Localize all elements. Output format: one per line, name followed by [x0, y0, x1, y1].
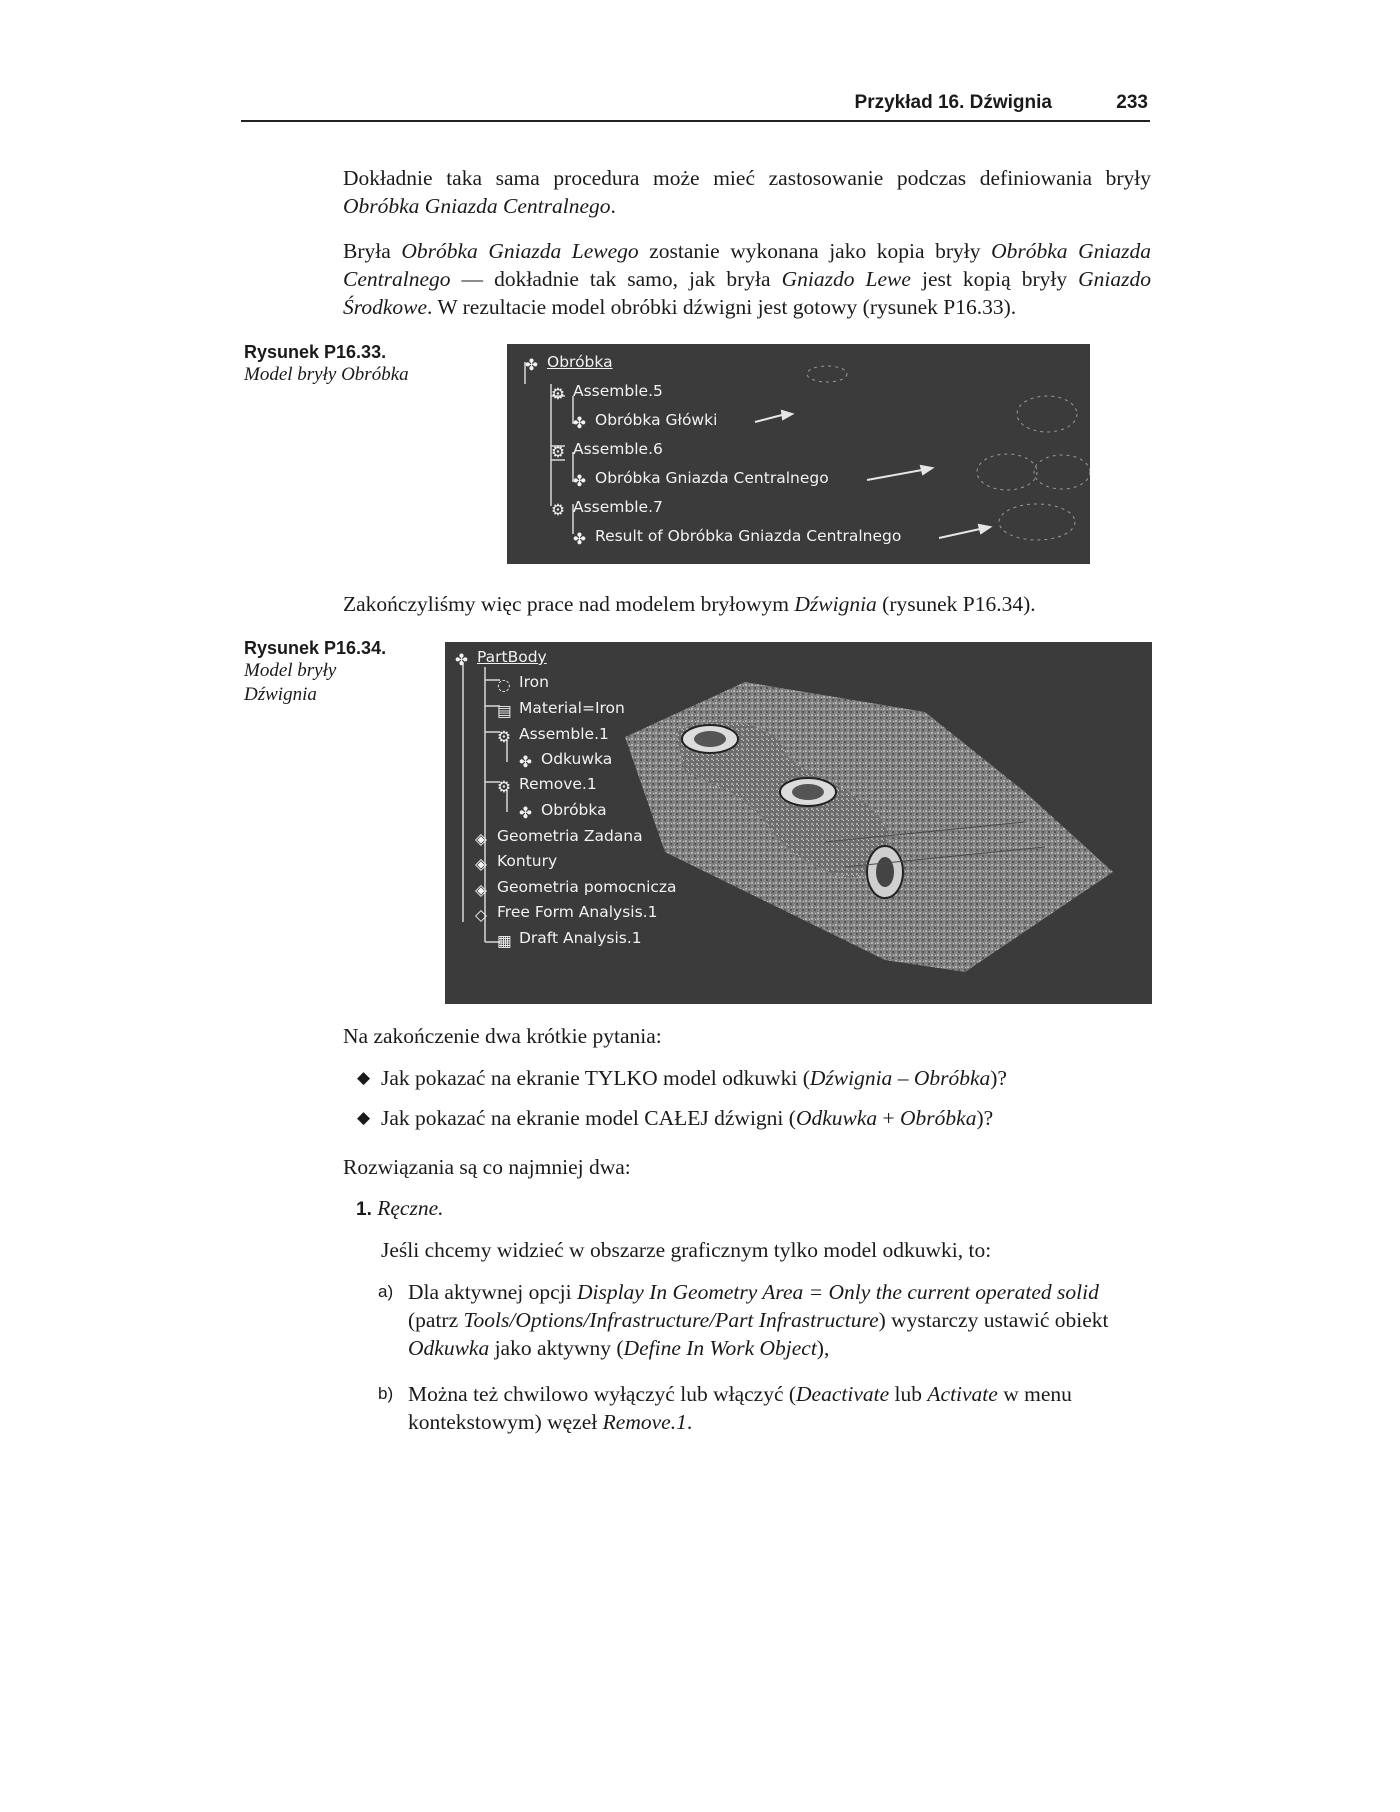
paragraph-5: Rozwiązania są co najmniej dwa:: [343, 1155, 631, 1179]
model-render: [445, 642, 1152, 1004]
header-title: Przykład 16. Dźwignia: [854, 92, 1052, 113]
remove-icon: ⚙: [497, 778, 511, 796]
running-header: [241, 90, 1150, 122]
sub-item-a: a) Dla aktywnej opcji Display In Geometry Area = Only the current operated solid (patrz Tools/Options/Infrastructure/Part Infrastructure) wystarczy ustawić obiekt Odkuwka jako aktywny (Define In Work Object),: [378, 1280, 1109, 1360]
geometrical-set-icon: ◈: [475, 830, 487, 848]
figure-p16-34-model: [445, 642, 1152, 1004]
assemble-icon: ⚙: [551, 501, 565, 519]
tree-node-free-form-analysis[interactable]: ◇ Free Form Analysis.1: [475, 903, 658, 924]
body-icon: ✤: [573, 530, 586, 548]
figure-label: Rysunek P16.33.: [244, 342, 387, 362]
assemble-icon: ⚙: [551, 385, 565, 403]
paragraph-4: Na zakończenie dwa krótkie pytania:: [343, 1024, 662, 1048]
tree-node-material[interactable]: ▤ Material=Iron: [497, 699, 625, 720]
tree-node-geometria-pomocnicza[interactable]: ◈ Geometria pomocnicza: [475, 878, 677, 899]
sub-item-b: b) Można też chwilowo wyłączyć lub włączyć (Deactivate lub Activate w menu kontekstowym) węzeł Remove.1.: [378, 1382, 1072, 1434]
tree-node-iron[interactable]: ◌ Iron: [497, 673, 549, 694]
page-number: 233: [1116, 92, 1148, 113]
geometrical-set-icon: ◈: [475, 855, 487, 873]
sub-item-label: a): [378, 1282, 394, 1301]
figure-p16-33-tree: [507, 344, 1090, 564]
tree-node-obrobka[interactable]: ✤ Obróbka: [525, 353, 613, 374]
geometrical-set-icon: ◈: [475, 881, 487, 899]
tree-node-assemble-1[interactable]: ⚙ Assemble.1: [497, 725, 609, 746]
tree-node-obrobka-glowki[interactable]: ✤ Obróbka Główki: [573, 411, 718, 432]
sub-item-label: b): [378, 1384, 394, 1403]
body-icon: ✤: [519, 804, 532, 822]
figure-caption-p16-33: [244, 341, 434, 387]
paragraph-6: Jeśli chcemy widzieć w obszarze graficznym tylko model odkuwki, to:: [381, 1238, 992, 1262]
tree-node-assemble-6[interactable]: ⚙ Assemble.6: [551, 440, 663, 461]
tree-node-partbody[interactable]: ✤ PartBody: [455, 648, 547, 669]
diamond-bullet-icon: ◆: [357, 1068, 371, 1087]
assemble-icon: ⚙: [551, 443, 565, 461]
material-icon: ◌: [497, 676, 511, 694]
paragraph-3: Zakończyliśmy więc prace nad modelem bryłowym Dźwignia (rysunek P16.34).: [343, 592, 1036, 616]
tree-node-remove-1[interactable]: ⚙ Remove.1: [497, 775, 597, 796]
item-number: 1.: [356, 1199, 372, 1220]
tree-node-result[interactable]: ✤ Result of Obróbka Gniazda Centralnego: [573, 527, 902, 548]
tree-node-geometria-zadana[interactable]: ◈ Geometria Zadana: [475, 827, 643, 848]
tree-node-obrobka[interactable]: ✤ Obróbka: [519, 801, 607, 822]
figure-caption-text: Model bryły Obróbka: [244, 364, 409, 385]
body-icon: ✤: [573, 414, 586, 432]
tree-node-assemble-5[interactable]: ⚙ Assemble.5: [551, 382, 663, 403]
paragraph-2: Bryła Obróbka Gniazda Lewego zostanie wykonana jako kopia bryły Obróbka Gniazda Centralnego — dokładnie tak samo, jak bryła Gniazdo Lewe jest kopią bryły Gniazdo Środkowe. W rezultacie model obróbki dźwigni jest gotowy (rysunek P16.33).: [343, 239, 1152, 319]
paragraph-1: Dokładnie taka sama procedura może mieć zastosowanie podczas definiowania bryły Obróbka Gniazda Centralnego.: [343, 166, 1151, 218]
bullet-item-1: ◆ Jak pokazać na ekranie TYLKO model odkuwki (Dźwignia – Obróbka)?: [357, 1066, 1007, 1090]
tree-node-odkuwka[interactable]: ✤ Odkuwka: [519, 750, 613, 771]
figure-caption-p16-34: [244, 637, 434, 707]
figure-label: Rysunek P16.34.: [244, 638, 387, 658]
tree-node-draft-analysis[interactable]: ▦ Draft Analysis.1: [497, 929, 642, 950]
body-icon: ✤: [525, 356, 538, 374]
analysis-icon: ◇: [475, 906, 487, 924]
figure-caption-line-1: Model bryły: [244, 660, 337, 681]
parameter-icon: ▤: [497, 702, 512, 720]
body-icon: ✤: [573, 472, 586, 490]
assemble-icon: ⚙: [497, 728, 511, 746]
tree-node-kontury[interactable]: ◈ Kontury: [475, 852, 558, 873]
item-label: Ręczne.: [377, 1196, 444, 1220]
figure-caption-line-2: Dźwignia: [244, 684, 317, 705]
body-icon: ✤: [519, 753, 532, 771]
tree-node-assemble-7[interactable]: ⚙ Assemble.7: [551, 498, 663, 519]
numbered-item-1: [356, 1194, 1151, 1224]
tree-node-obrobka-gniazda-centralnego[interactable]: ✤ Obróbka Gniazda Centralnego: [573, 469, 829, 490]
body-icon: ✤: [455, 651, 468, 669]
bullet-item-2: ◆ Jak pokazać na ekranie model CAŁEJ dźwigni (Odkuwka + Obróbka)?: [357, 1106, 994, 1130]
draft-analysis-icon: ▦: [497, 932, 512, 950]
diamond-bullet-icon: ◆: [357, 1108, 371, 1127]
